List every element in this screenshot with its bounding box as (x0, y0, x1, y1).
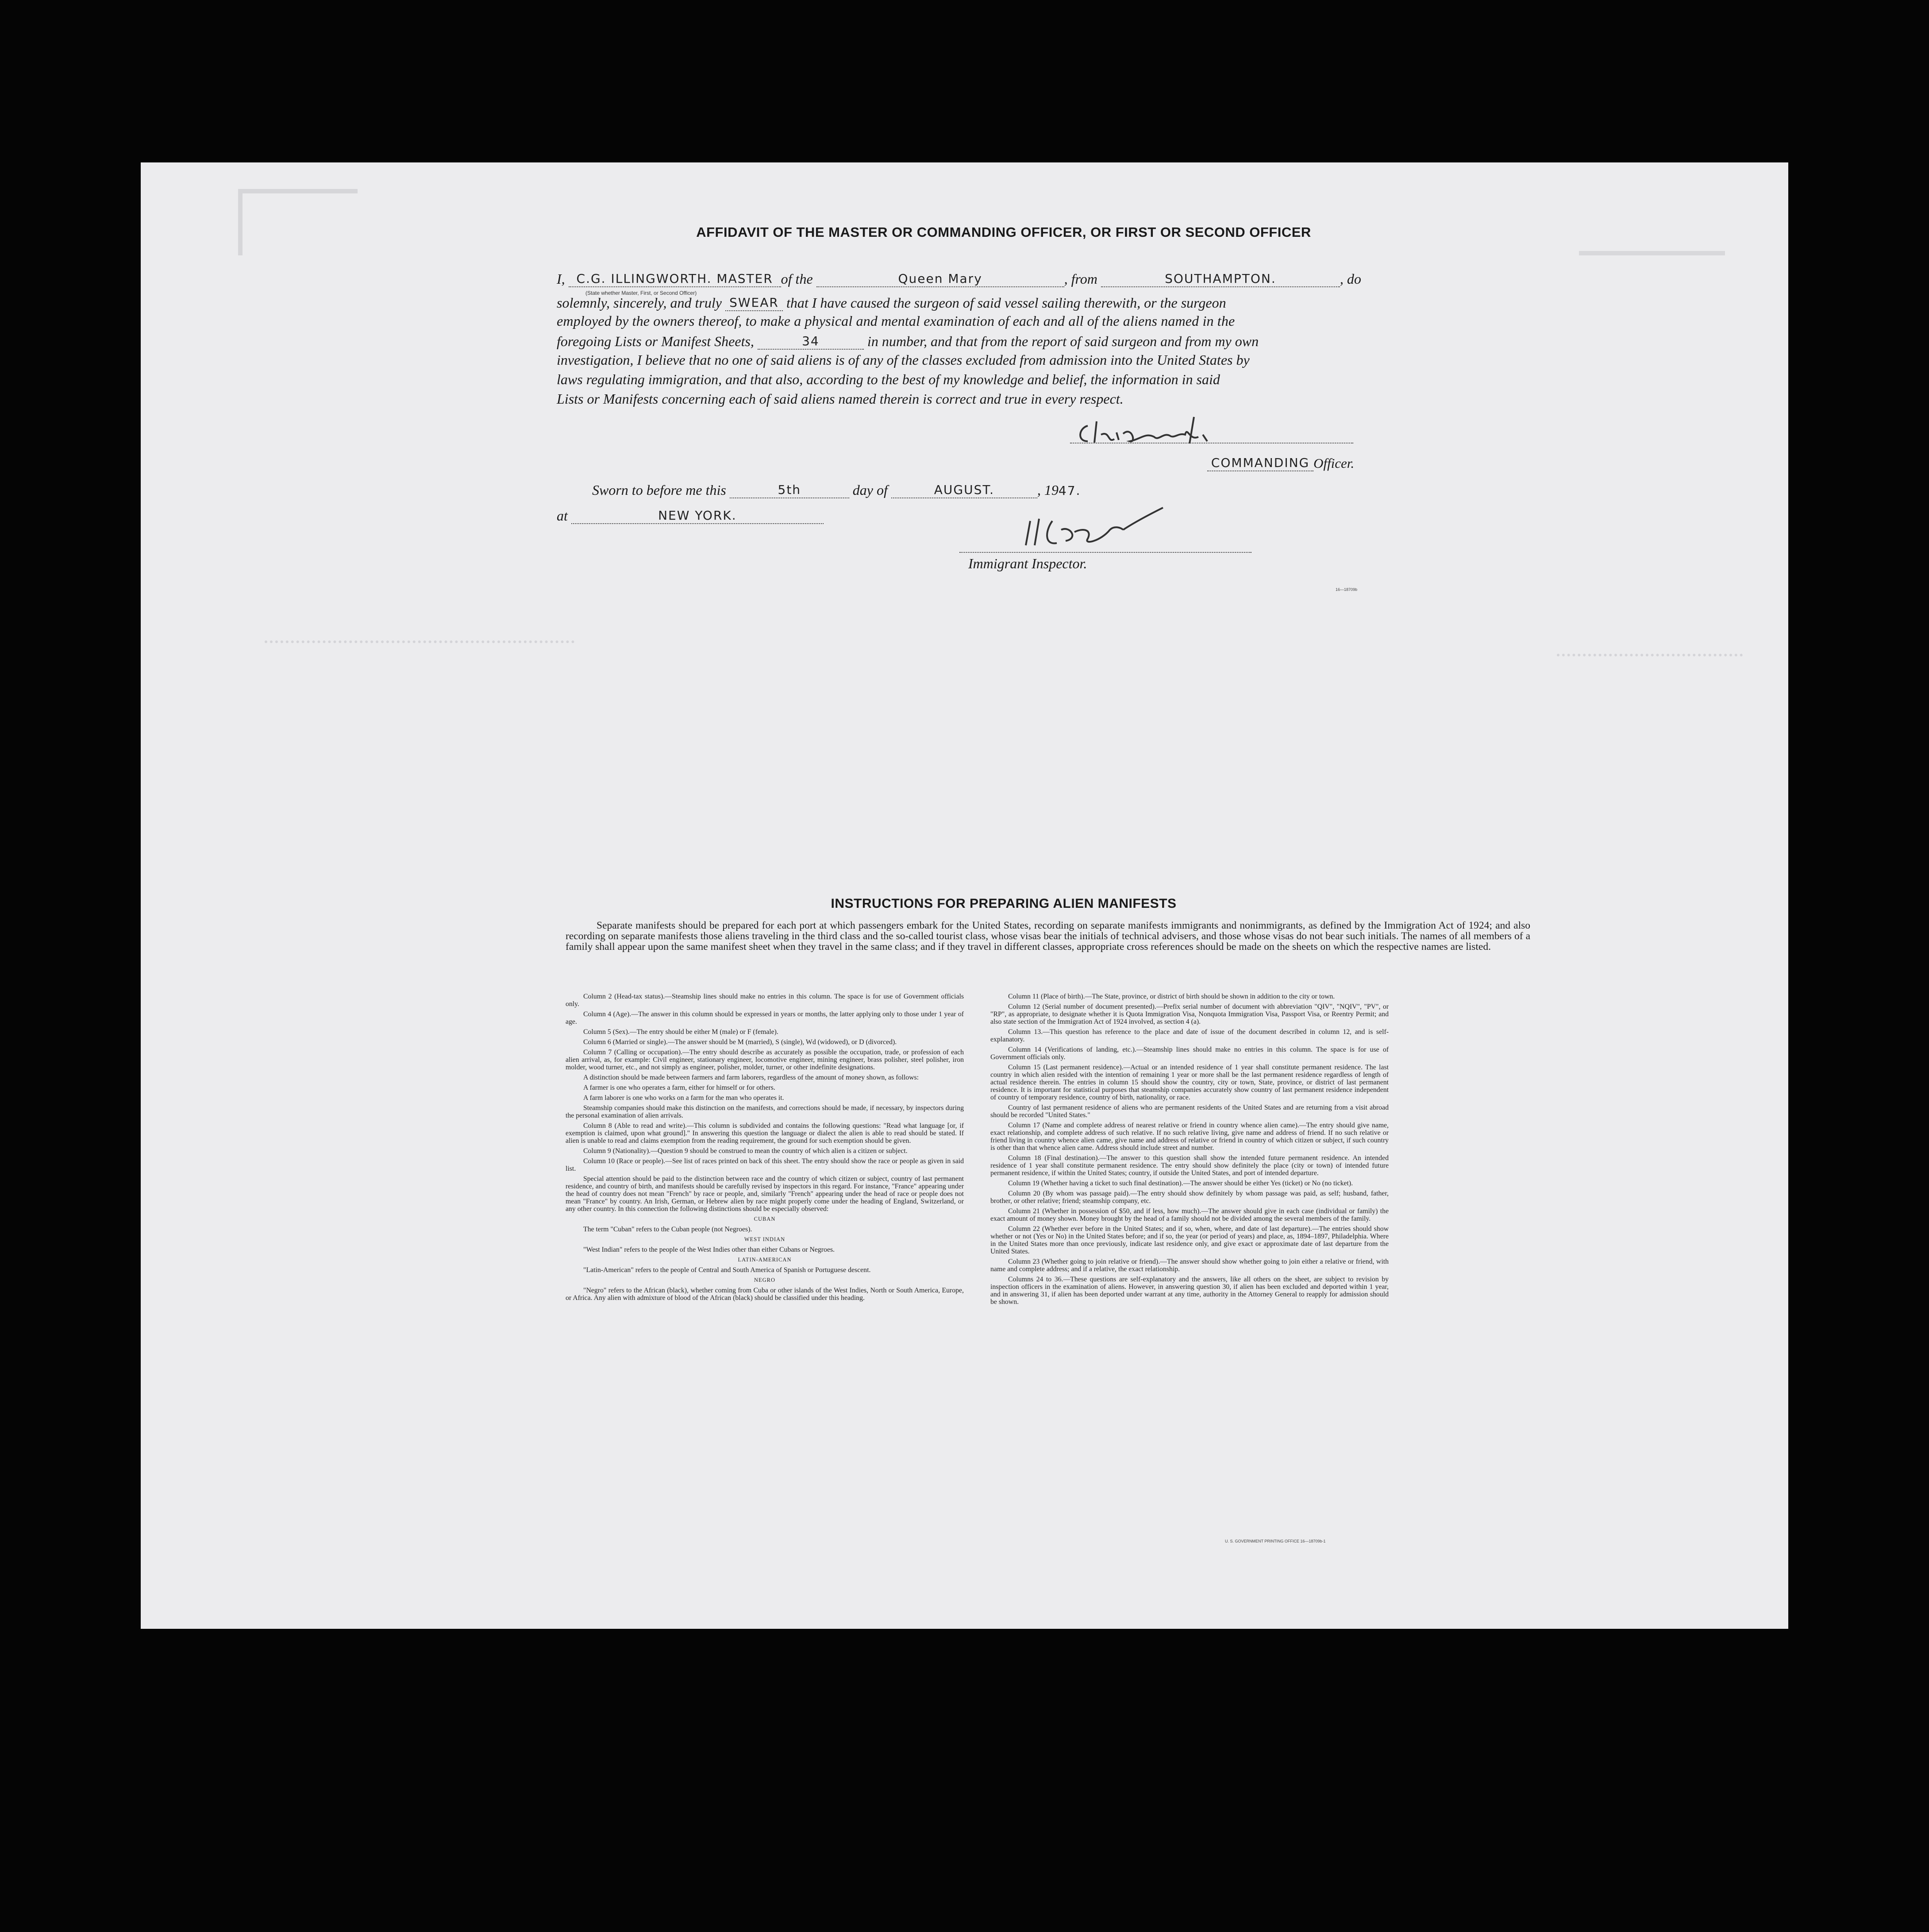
instruction-paragraph: Column 21 (Whether in possession of $50, and if less, how much).—The answer should give in each case (individual or family) the exact amount of money shown. Money brought by the head of a family should not be divided among the several members of the family. (990, 1207, 1389, 1222)
instruction-paragraph: Column 8 (Able to read and write).—This column is subdivided and contains the following questions: "Read what language [or, if exemption is claimed, upon what ground]." In answering this question the language or dialect the alien is able to read should be stated. If alien is unable to read and claims exemption from the reading requirement, the ground for such exemption should be given. (566, 1122, 964, 1145)
sworn-month-field: AUGUST. (891, 481, 1037, 498)
officer-title-note: (State whether Master, First, or Second Officer) (585, 290, 697, 296)
departure-port-field: SOUTHAMPTON. (1101, 270, 1340, 287)
instruction-paragraph: Column 14 (Verifications of landing, etc.).—Steamship lines should make no entries in this column. The space is for use of Government officials only. (990, 1046, 1389, 1061)
instruction-paragraph: Columns 24 to 36.—These questions are self-explanatory and the answers, like all others on the sheet, are subject to revision by inspection officers in the examination of aliens. However, in answering question 30, if alien has been excluded and deported within 1 year, and in answering 31, if alien has been deported under warrant at any time, authority in the Attorney General to reapply for admission should be shown. (990, 1276, 1389, 1306)
instruction-paragraph: A farmer is one who operates a farm, either for himself or for others. (583, 1084, 775, 1091)
instruction-paragraph: The term "Cuban" refers to the Cuban people (not Negroes). (583, 1226, 752, 1233)
instruction-paragraph: Column 11 (Place of birth).—The State, province, or district of birth should be shown in addition to the city or town. (1008, 993, 1335, 1000)
sworn-year-value: 47. (1058, 483, 1081, 498)
instruction-paragraph: "Negro" refers to the African (black), whether coming from Cuba or other islands of the West Indies, North or South America, Europe, or Africa. Any alien with admixture of blood of the African (black) should be classified under this heading. (566, 1287, 964, 1302)
instruction-paragraph: Column 9 (Nationality).—Question 9 should be construed to mean the country of which alien is a citizen or subject. (583, 1147, 908, 1155)
sworn-place-field: NEW YORK. (571, 507, 824, 524)
affidavit-form-code: 16—18709b (1336, 587, 1358, 592)
sworn-line: Sworn to before me this 5th day of AUGUST. , 1947. (592, 482, 1081, 498)
affidavit-title: AFFIDAVIT OF THE MASTER OR COMMANDING OFFICER, OR FIRST OR SECOND OFFICER (696, 224, 1311, 240)
affidavit-line-5: investigation, I believe that no one of said aliens is of any of the classes excluded from admission into the United States by (557, 352, 1250, 368)
instruction-paragraph: "West Indian" refers to the people of the West Indies other than either Cubans or Negroes. (583, 1246, 835, 1253)
instructions-left-column (566, 993, 964, 1304)
bleed-through-mark (1579, 220, 1725, 255)
sworn-place-line: at NEW YORK. (557, 507, 1530, 524)
sworn-day-field: 5th (730, 481, 849, 498)
instruction-heading: CUBAN (754, 1216, 776, 1222)
oath-field: SWEAR (725, 294, 783, 311)
inspector-signature-line (959, 552, 1251, 553)
affidavit-line-7: Lists or Manifests concerning each of said aliens named therein is correct and true in every respect. (557, 391, 1124, 407)
instruction-paragraph: Column 2 (Head-tax status).—Steamship lines should make no entries in this column. The space is for use of Government officials only. (566, 993, 964, 1008)
instruction-heading: WEST INDIAN (744, 1236, 785, 1242)
affidavit-line-6: laws regulating immigration, and that also, according to the best of my knowledge and belief, the information in said (557, 371, 1220, 387)
officer-rank-line (1207, 455, 1354, 471)
bleed-through-mark (265, 627, 574, 643)
instruction-paragraph: Column 12 (Serial number of document presented).—Prefix serial number of document with abbreviation "QIV", "NQIV", "PV", or "RP", as appropriate, to designate whether it is Quota Immigration Visa, Nonquota Immigration Visa, Passport Visa, or Reentry Permit; and also state section of the Immigration Act of 1924 involved, as section 4 (a). (990, 1003, 1389, 1026)
instruction-paragraph: Column 23 (Whether going to join relative or friend).—The answer should show whether going to join either a relative or friend, with name and complete address; and if a relative, the exact relationship. (990, 1258, 1389, 1273)
instruction-heading: LATIN-AMERICAN (738, 1257, 792, 1263)
printing-office-line: U. S. GOVERNMENT PRINTING OFFICE 16—18709b-1 (1225, 1539, 1326, 1543)
instruction-paragraph: Column 17 (Name and complete address of nearest relative or friend in country whence alien came).—The entry should give name, exact relationship, and complete address of such relative. If no such relative living, give name and address of friend. If no such relative or friend living in country whence alien came, give name and address of relative or friend in country of which citizen or subject, if such country is other than that whence alien came. Address should include street and number. (990, 1122, 1389, 1152)
officer-rank-value: COMMANDING (1211, 455, 1310, 470)
instruction-paragraph: Column 10 (Race or people).—See list of races printed on back of this sheet. The entry should show the race or people as given in said list. (566, 1157, 964, 1172)
affidavit-line-3: employed by the owners thereof, to make a physical and mental examination of each and all of the aliens named in the (557, 313, 1235, 329)
instruction-paragraph: Column 18 (Final destination).—The answer to this question shall show the intended future permanent residence. An intended residence of 1 year shall constitute permanent residence. The entry should show definitely the place (city or town) of intended future permanent residence, if within the United States; country, if outside the United States, and port of intended departure. (990, 1154, 1389, 1177)
instruction-paragraph: Column 19 (Whether having a ticket to such final destination).—The answer should be either Yes (ticket) or No (no ticket). (1008, 1180, 1353, 1187)
instruction-heading: NEGRO (754, 1277, 776, 1283)
instruction-paragraph: Column 20 (By whom was passage paid).—The entry should show definitely by whom passage was paid, as self; husband, father, brother, or other relative; friend; steamship company, etc. (990, 1190, 1389, 1205)
officer-suffix: Officer. (1313, 455, 1355, 471)
instruction-paragraph: "Latin-American" refers to the people of Central and South America of Spanish or Portuguese descent. (583, 1266, 871, 1274)
instructions-right-column (990, 993, 1389, 1308)
instructions-title: INSTRUCTIONS FOR PREPARING ALIEN MANIFESTS (831, 896, 1177, 911)
instruction-paragraph: Column 5 (Sex).—The entry should be either M (male) or F (female). (583, 1028, 778, 1036)
instruction-paragraph: A distinction should be made between farmers and farm laborers, regardless of the amount of money shown, as follows: (583, 1074, 919, 1081)
inspector-label: Immigrant Inspector. (968, 555, 1087, 571)
instruction-paragraph: Special attention should be paid to the distinction between race and the country of which citizen or subject, country of last permanent residence, and country of birth, and manifests should be carefully revised by inspectors in this regard. For instance, "France" appearing under the head of country does not mean "French" by race or people, and, similarly "French" appearing under the head of race or people does not mean "France" by country. An Irish, German, or Hebrew alien by race might properly come under the heading of England, Switzerland, or any other country. In this connection the following distinctions should be especially observed: (566, 1175, 964, 1213)
inspector-signature (1004, 503, 1190, 556)
instruction-paragraph: Column 6 (Married or single).—The answer should be M (married), S (single), Wd (widowed), or D (divorced). (583, 1038, 897, 1046)
bleed-through-mark (238, 189, 358, 255)
instructions-intro: Separate manifests should be prepared for each port at which passengers embark for the United States, recording on separate manifests immigrants and nonimmigrants, as defined by the Immigration Act of 1924; and also recording on separate manifests those aliens traveling in the third class and the so-called tourist class, whose visas bear the initials of technical advisers, and those whose visas do not bear such initials. The names of all members of a family shall appear upon the same manifest sheet when they travel in the same class; and if they travel in different classes, appropriate cross references should be made on the sheets on which the respective names are listed. (566, 920, 1530, 953)
instruction-paragraph: Column 7 (Calling or occupation).—The entry should describe as accurately as possible the occupation, trade, or profession of each alien arrival, as, for example: Civil engineer, stationary engineer, locomotive engineer, mining engineer, brass polisher, steel polisher, iron molder, wood turner, etc., and not simply as engineer, polisher, molder, turner, or other indefinite designations. (566, 1049, 964, 1071)
instruction-paragraph: A farm laborer is one who works on a farm for the man who operates it. (583, 1094, 784, 1102)
affidavit-line-1: I, C.G. ILLINGWORTH. MASTER of the Queen Mary , from SOUTHAMPTON. , do (557, 271, 1361, 287)
vessel-name-field: Queen Mary (816, 270, 1064, 287)
sheet-count-field: 34 (758, 332, 864, 350)
instruction-paragraph: Column 15 (Last permanent residence).—Actual or an intended residence of 1 year shall constitute permanent residence. The last country in which alien resided with the intention of remaining 1 year or more shall be the last permanent residence regardless of length of actual residence therein. The entries in column 15 should show the country, city or town, State, province, or district of last permanent residence. It is important for statistical purposes that steamship companies accurately show country of last permanent residence independent of country of temporary residence, country of birth, nationality, or race. (990, 1064, 1389, 1101)
manifest-page (141, 162, 1788, 1629)
instruction-paragraph: Column 22 (Whether ever before in the United States; and if so, when, where, and date of last departure).—The entries should show whether or not (Yes or No) in the United States before; and if so, the year (or period of years) and place, as, 1894–1897, Philadelphia. Where in the United States more than once previously, indicate last residence only, and give exact or approximate date of last departure from the United States. (990, 1225, 1389, 1255)
instruction-paragraph: Column 13.—This question has reference to the place and date of issue of the document described in column 12, and is self-explanatory. (990, 1028, 1389, 1043)
instruction-paragraph: Column 4 (Age).—The answer in this column should be expressed in years or months, the latter applying only to those under 1 year of age. (566, 1010, 964, 1026)
officer-name-field: C.G. ILLINGWORTH. MASTER (569, 270, 781, 287)
master-signature (1070, 408, 1256, 457)
affidavit-line-4: foregoing Lists or Manifest Sheets, 34 in number, and that from the report of said surgeon and from my own (557, 333, 1259, 349)
bleed-through-mark (1557, 640, 1743, 656)
affidavit-line-2: solemnly, sincerely, and truly SWEAR that I have caused the surgeon of said vessel sailing therewith, or the surgeon (557, 295, 1226, 311)
instruction-paragraph: Steamship companies should make this distinction on the manifests, and corrections should be made, if necessary, by inspectors during the personal examination of alien arrivals. (566, 1104, 964, 1119)
instruction-paragraph: Country of last permanent residence of aliens who are permanent residents of the United States and are returning from a visit abroad should be recorded "United States." (990, 1104, 1389, 1119)
